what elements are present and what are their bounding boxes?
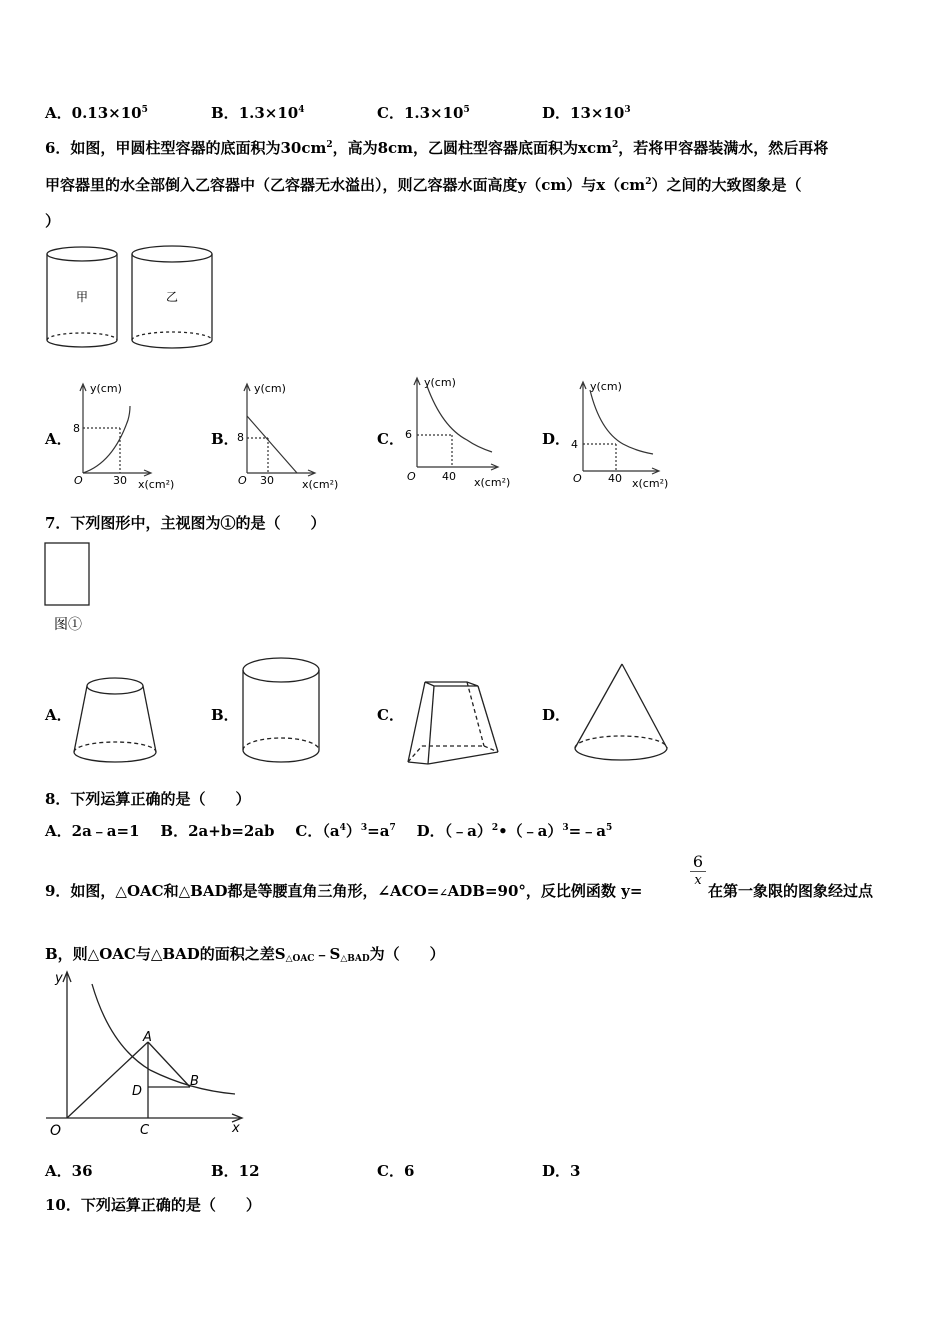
x-tick: 30	[113, 474, 127, 487]
q5-option-a: A．$0.13\times 10^5$	[45, 104, 148, 122]
line-decreasing	[247, 416, 297, 473]
q9-fraction-numerator: 6	[692, 852, 704, 871]
y-tick: 8	[237, 431, 244, 444]
container-jia-label: 甲	[76, 290, 89, 304]
q8-option-c: C．$(a^4)^3=a^7$	[295, 822, 396, 840]
q6-graph-a	[68, 378, 183, 496]
y-tick: 6	[405, 428, 412, 441]
q10-stem: 10．下列运算正确的是（ ）	[45, 1196, 261, 1214]
q9-fraction	[690, 852, 706, 890]
top-face	[425, 682, 478, 686]
q8-option-b: B．2a+b=2ab	[160, 822, 275, 840]
x-tick: 40	[608, 472, 622, 485]
y-label: y(cm)	[424, 376, 456, 389]
q7-option-b-label: B．	[211, 706, 239, 724]
segment-oa	[67, 1042, 148, 1118]
q7-option-b-cylinder	[238, 654, 328, 772]
label-y: y	[55, 971, 63, 986]
label-a: A	[143, 1030, 152, 1045]
q9-option-a: A．36	[45, 1162, 93, 1180]
q9-option-b: B．12	[211, 1162, 260, 1180]
x-label: x(cm²)	[632, 477, 669, 490]
q7-option-c-prism-frustum	[400, 672, 510, 770]
y-label: y(cm)	[90, 382, 122, 395]
label-b: B	[190, 1074, 199, 1089]
q7-figure-1-rectangle	[44, 542, 92, 608]
q7-option-d-cone	[570, 660, 674, 772]
q9-stem-line2: B，则△OAC与△BAD的面积之差$S_{\triangle OAC}﹣S_{\triangle BAD}$为（ ）	[45, 945, 445, 964]
q5-option-b: B．$1.3\times 10^4$	[211, 104, 305, 122]
y-label: y(cm)	[590, 380, 622, 393]
q6-graph-b	[232, 378, 347, 496]
q6-stem-line1: 6．如图，甲圆柱型容器的底面积为$30cm^2$，高为8cm，乙圆柱型容器底面积为xcm$^2$，若将甲容器装满水，然后再将	[45, 139, 829, 157]
x-label: x(cm²)	[302, 478, 339, 491]
origin: O	[573, 472, 582, 485]
label-o: O	[50, 1123, 62, 1139]
q7-option-a-label: A．	[45, 706, 72, 724]
curve-increasing	[83, 406, 130, 473]
q7-option-d-label: D．	[542, 706, 571, 724]
q7-figure-caption: 图①	[54, 617, 82, 633]
q8-option-a: A．2a﹣a=1	[45, 822, 140, 840]
q6-option-a-label: A．	[45, 430, 72, 448]
x-label: x(cm²)	[474, 476, 511, 489]
q6-option-b-label: B．	[211, 430, 239, 448]
y-label: y(cm)	[254, 382, 286, 395]
origin: O	[238, 474, 247, 487]
q6-graph-c	[402, 372, 527, 496]
x-tick: 30	[260, 474, 274, 487]
q6-containers-figure	[40, 240, 225, 360]
q6-stem-line2: 甲容器里的水全部倒入乙容器中（乙容器无水溢出），则乙容器水面高度y（cm）与$x(cm^2)$之间的大致图象是（	[45, 176, 802, 194]
q7-option-c-label: C．	[377, 706, 404, 724]
q9-option-d: D．3	[542, 1162, 581, 1180]
label-d: D	[132, 1084, 143, 1099]
origin: O	[407, 470, 416, 483]
q9-figure	[40, 966, 250, 1144]
q6-stem-line3: ）	[45, 212, 61, 230]
q6-graph-d	[568, 376, 688, 496]
x-label: x(cm²)	[138, 478, 175, 491]
segment-ab	[148, 1042, 190, 1087]
q9-fraction-denominator: x	[690, 871, 706, 890]
curve-hyperbola	[427, 386, 492, 452]
q6-option-c-label: C．	[377, 430, 404, 448]
q9-option-c: C．6	[377, 1162, 415, 1180]
q6-option-d-label: D．	[542, 430, 571, 448]
q9-stem-line1-end: 在第一象限的图象经过点	[708, 882, 874, 900]
label-x: x	[232, 1121, 240, 1136]
hyperbola-curve	[92, 984, 235, 1094]
y-tick: 4	[571, 438, 578, 451]
origin: O	[74, 474, 83, 487]
q8-options	[45, 820, 612, 841]
q8-option-d: D．$(﹣a)^2•(﹣a)^3=﹣a^5$	[416, 822, 613, 840]
y-tick: 8	[73, 422, 80, 435]
q7-stem: 7．下列图形中，主视图为①的是（ ）	[45, 514, 326, 532]
q8-stem: 8．下列运算正确的是（ ）	[45, 790, 251, 808]
q5-option-d: D．$13\times 10^3$	[542, 104, 631, 122]
label-c: C	[140, 1123, 150, 1138]
x-tick: 40	[442, 470, 456, 483]
q5-option-c: C．$1.3\times 10^5$	[377, 104, 470, 122]
q7-option-a-frustum	[68, 672, 168, 772]
container-yi-label: 乙	[166, 290, 179, 304]
q9-stem-line1: 9．如图，△OAC和△BAD都是等腰直角三角形，∠ACO=∠ADB=90°，反比例函数 y=	[45, 882, 643, 900]
